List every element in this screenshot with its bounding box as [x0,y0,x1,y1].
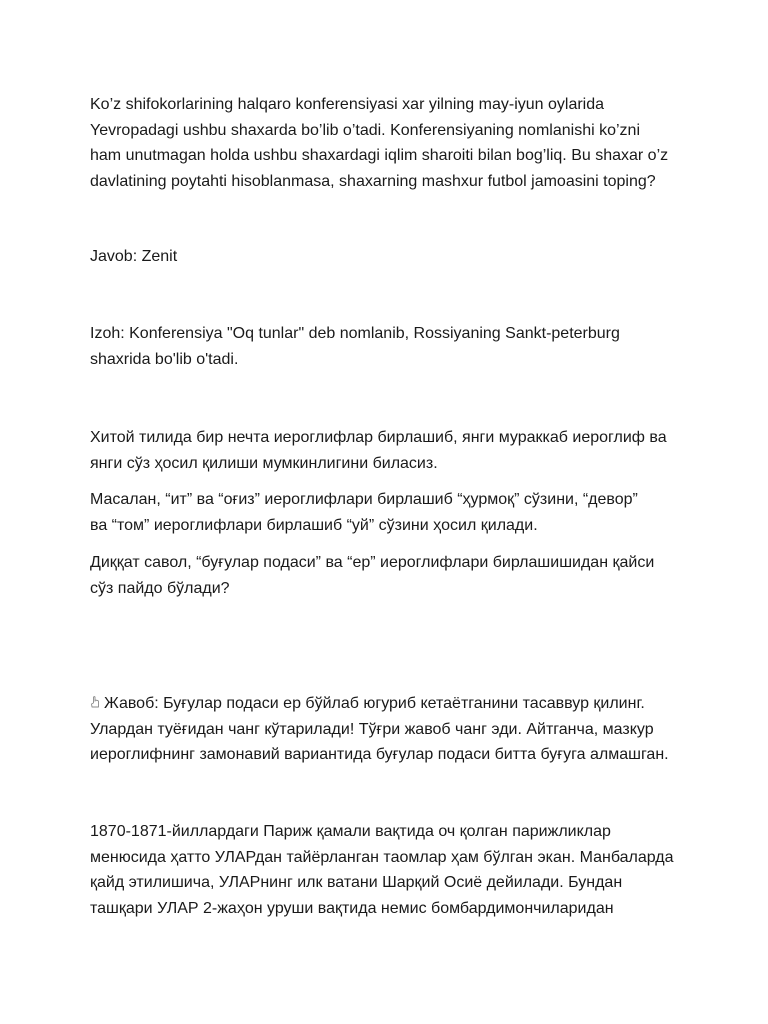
text-line: ва “том” иероглифлари бирлашиб “уй” сўзини ҳосил қилади. [90,516,538,534]
question-paragraph-2-question [90,550,690,601]
text-line: иероглифнинг замонавий вариантида буғулар подаси битта буғуга алмашган. [90,746,669,763]
question-paragraph-2-intro [90,425,690,476]
text-line: Масалан, “ит” ва “оғиз” иероглифлари бирлашиб “ҳурмоқ” сўзини, “девор” [90,491,638,508]
text-line: Izoh: Konferensiya "Oq tunlar" deb nomlanib, Rossiyaning Sankt-peterburg [90,325,620,342]
question-paragraph-3 [90,819,690,921]
text-line: Yevropadagi ushbu shaxarda bo’lib o’tadi. Konferensiyaning nomlanishi ko’zni [90,121,640,139]
text-segment: Жавоб: Буғулар подаси ер бўйлаб югуриб кетаётганини тасаввур қилинг. [104,695,645,712]
question-paragraph-1 [90,92,690,194]
text-line: Диққат савол, “буғулар подаси” ва “ер” иероглифлари бирлашишидан қайси [90,554,655,571]
text-line: 1870-1871-йиллардаги Париж қамали вақтида оч қолган парижликлар [90,823,611,840]
explanation-paragraph-1 [90,321,690,372]
text-line: davlatining poytahti hisoblanmasa, shaxarning mashxur futbol jamoasini toping? [90,172,656,190]
answer-paragraph-1 [90,244,690,270]
text-line: қайд этилишича, УЛАРнинг илк ватани Шарқий Осиё дейилади. Бундан [90,874,623,891]
pointing-hand-icon [90,696,101,709]
question-paragraph-2-example [90,487,690,538]
text-line: менюсида ҳатто УЛАРдан тайёрланган таомлар ҳам бўлган экан. Манбаларда [90,848,674,866]
text-line: Ko’z shifokorlarining halqaro konferensiyasi xar yilning may-iyun oylarida [90,96,605,113]
text-line [90,691,690,717]
text-line: Хитой тилида бир нечта иероглифлар бирлашиб, янги мураккаб иероглиф ва [90,429,667,446]
text-line: Улардан туёғидан чанг кўтарилади! Тўғри жавоб чанг эди. Айтганча, мазкур [90,720,654,738]
text-line: shaxrida bo'lib o'tadi. [90,350,239,368]
text-line: Javob: Zenit [90,248,178,265]
answer-paragraph-2 [90,691,690,768]
text-line: янги сўз ҳосил қилиши мумкинлигини биласиз. [90,454,438,472]
text-line: ташқари УЛАР 2-жаҳон уруши вақтида немис бомбардимончиларидан [90,899,614,917]
text-line: ham unutmagan holda ushbu shaxardagi iqlim sharoiti bilan bog’liq. Bu shaxar o’z [90,147,669,164]
text-line: сўз пайдо бўлади? [90,579,230,597]
